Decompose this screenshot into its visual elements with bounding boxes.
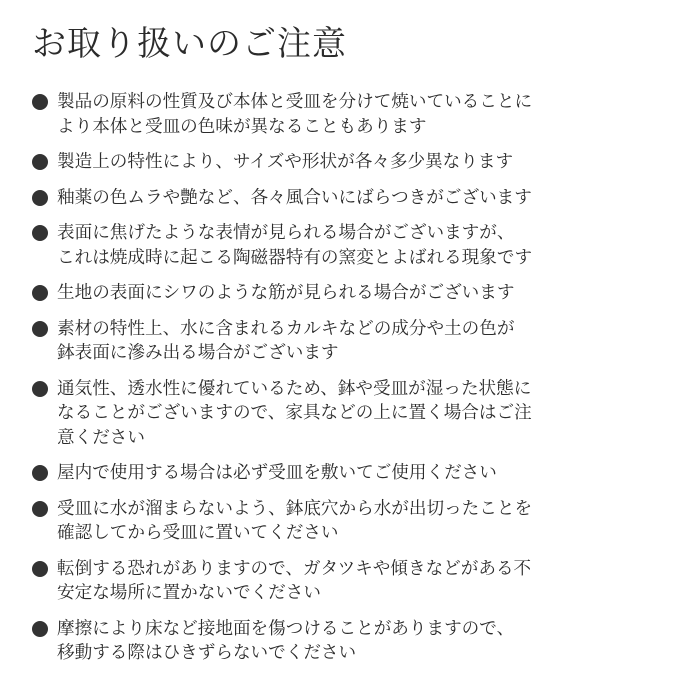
caution-text-line: 転倒する恐れがありますので、ガタツキや傾きなどがある不 xyxy=(57,558,532,579)
bullet-dot-icon xyxy=(32,501,48,517)
caution-text-line: 製造上の特性により、サイズや形状が各々多少異なります xyxy=(57,152,514,172)
caution-item xyxy=(32,186,652,211)
caution-text-line: 生地の表面にシワのような筋が見られる場合がございます xyxy=(57,283,515,303)
bullet-dot-icon xyxy=(32,465,48,481)
caution-text-line: より本体と受皿の色味が異なることもあります xyxy=(57,116,427,137)
caution-item xyxy=(32,150,652,175)
caution-item xyxy=(32,497,652,546)
caution-text-line: 屋内で使用する場合は必ず受皿を敷いてご使用ください xyxy=(57,463,497,483)
caution-text-line: なることがございますので、家具などの上に置く場合はご注 xyxy=(57,403,532,423)
bullet-dot-icon xyxy=(32,381,48,397)
bullet-dot-icon xyxy=(32,225,48,241)
caution-item xyxy=(32,617,652,666)
bullet-dot-icon xyxy=(32,621,48,637)
caution-text-line: 鉢表面に滲み出る場合がございます xyxy=(57,343,339,363)
bullet-dot-icon xyxy=(32,285,48,301)
caution-text-line: 安定な場所に置かないでください xyxy=(57,583,321,603)
caution-text-line: 通気性、透水性に優れているため、鉢や受皿が湿った状態に xyxy=(57,378,532,399)
bullet-dot-icon xyxy=(32,321,48,337)
bullet-dot-icon xyxy=(32,561,48,577)
caution-text-line: これは焼成時に起こる陶磁器特有の窯変とよばれる現象です xyxy=(57,247,533,268)
caution-text-line: 意ください xyxy=(57,427,145,448)
caution-item xyxy=(32,461,652,486)
bullet-dot-icon xyxy=(32,154,48,170)
caution-text-line: 素材の特性上、水に含まれるカルキなどの成分や土の色が xyxy=(57,318,515,339)
bullet-dot-icon xyxy=(32,94,48,110)
caution-item xyxy=(32,317,652,366)
caution-text-line: 釉薬の色ムラや艶など、各々風合いにばらつきがございます xyxy=(57,187,532,208)
caution-list xyxy=(32,90,652,677)
caution-text-line: 移動する際はひきずらないでください xyxy=(57,643,357,663)
caution-text-line: 製品の原料の性質及び本体と受皿を分けて焼いていることに xyxy=(57,92,533,112)
page-title: お取り扱いのご注意 xyxy=(32,24,347,64)
caution-text-line: 摩擦により床など接地面を傷つけることがありますので、 xyxy=(57,618,515,639)
caution-item xyxy=(32,557,652,606)
caution-item xyxy=(32,90,652,139)
caution-text-line: 確認してから受皿に置いてください xyxy=(57,523,339,543)
caution-text-line: 表面に焦げたような表情が見られる場合がございますが、 xyxy=(57,223,515,243)
caution-text-line: 受皿に水が溜まらないよう、鉢底穴から水が出切ったことを xyxy=(57,498,533,519)
caution-item xyxy=(32,281,652,306)
bullet-dot-icon xyxy=(32,190,48,206)
caution-item xyxy=(32,221,652,270)
caution-item xyxy=(32,377,652,451)
